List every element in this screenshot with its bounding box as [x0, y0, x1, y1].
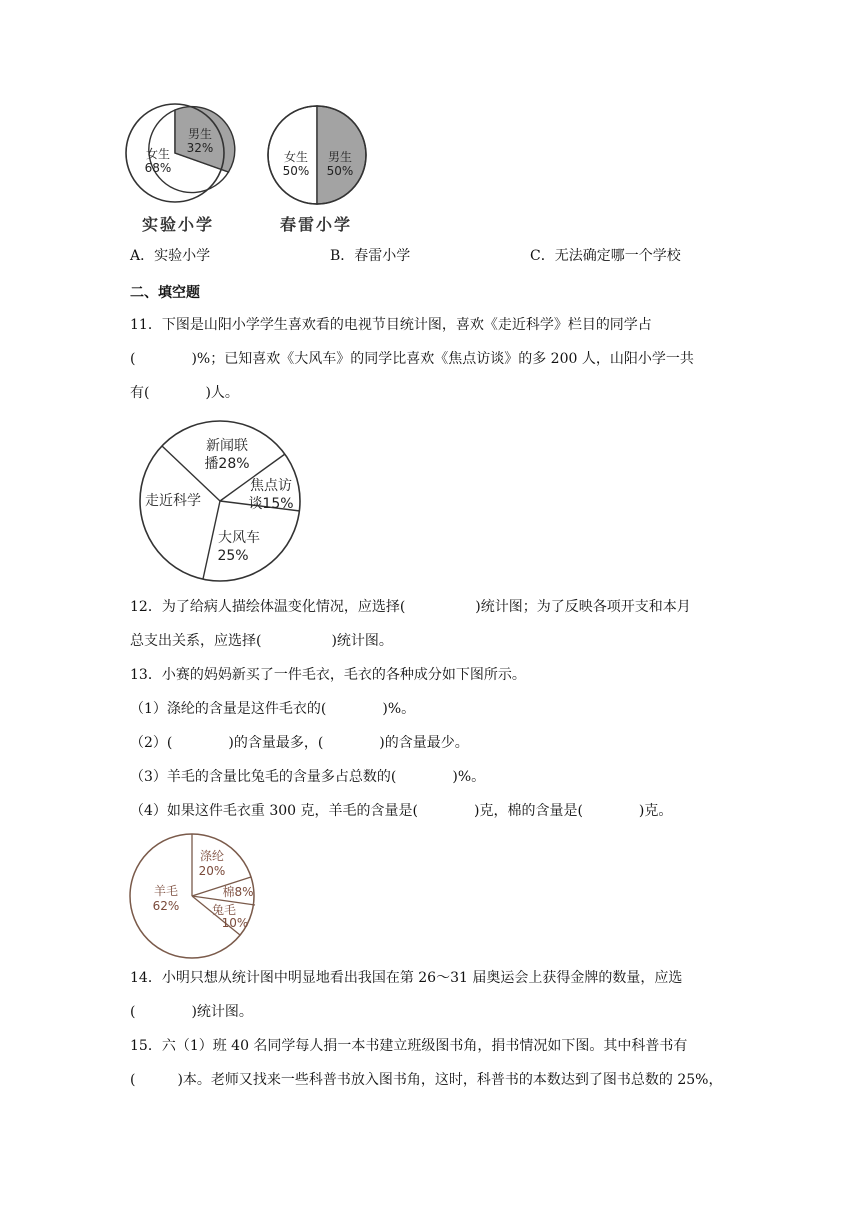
pie-label-cotton: 棉8%: [222, 885, 254, 899]
pie-label-boys-pct: 50%: [326, 164, 354, 178]
pie-chart-chunlei: [262, 100, 382, 210]
pie-label-rabbit-pct: 10%: [221, 916, 249, 930]
pie-chart-tv: [135, 415, 310, 585]
pie-label-girls-name: 女生: [145, 147, 171, 161]
pie-label-boys-pct: 32%: [186, 141, 214, 155]
q13-stem: 13．小赛的妈妈新买了一件毛衣，毛衣的各种成分如下图所示。: [130, 667, 526, 683]
pie-label-girls-name: 女生: [283, 150, 309, 164]
q13-part3: （3）羊毛的含量比兔毛的含量多占总数的( )%。: [130, 769, 486, 785]
q15-line2: ( )本。老师又找来一些科普书放入图书角，这时，科普书的本数达到了图书总数的 25%，: [130, 1072, 723, 1088]
q14-line1: 14．小明只想从统计图中明显地看出我国在第 26～31 届奥运会上获得金牌的数量，应选: [130, 970, 683, 986]
pie-label-focus: 焦点访: [250, 478, 292, 494]
option-a[interactable]: A．实验小学: [130, 248, 211, 264]
pie-label-bigwind: 大风车: [218, 530, 260, 546]
pie-label-wool-pct: 62%: [152, 899, 180, 913]
q13-part1: （1）涤纶的含量是这件毛衣的( )%。: [130, 701, 416, 717]
pie-label-focus-pct: 谈15%: [248, 496, 294, 512]
option-b[interactable]: B．春雷小学: [330, 248, 411, 264]
pie-label-girls-pct: 68%: [144, 161, 172, 175]
chart-caption-chunlei: 春雷小学: [280, 215, 353, 234]
pie-label-news: 新闻联: [206, 438, 248, 454]
pie-label-wool: 羊毛: [153, 884, 179, 898]
q15-line1: 15．六（1）班 40 名同学每人捐一本书建立班级图书角，捐书情况如下图。其中科普书有: [130, 1038, 688, 1054]
q11-line1: 11．下图是山阳小学学生喜欢看的电视节目统计图，喜欢《走近科学》栏目的同学占: [130, 317, 652, 333]
pie-label-polyester: 涤纶: [199, 849, 225, 863]
pie-label-science: 走近科学: [145, 493, 201, 509]
pie-label-girls-pct: 50%: [282, 164, 310, 178]
pie-label-boys-name: 男生: [187, 127, 213, 141]
q13-part2: （2）( )的含量最多，( )的含量最少。: [130, 735, 469, 751]
option-c[interactable]: C．无法确定哪一个学校: [530, 248, 681, 264]
q14-line2: ( )统计图。: [130, 1004, 253, 1020]
q11-line3: 有( )人。: [130, 385, 239, 401]
q12-line2: 总支出关系，应选择( )统计图。: [130, 633, 393, 649]
q12-line1: 12．为了给病人描绘体温变化情况，应选择( )统计图；为了反映各项开支和本月: [130, 599, 691, 615]
pie-chart-sweater: [128, 828, 268, 960]
chart-caption-shiyan: 实验小学: [142, 215, 215, 234]
section-title: 二、填空题: [130, 285, 200, 301]
pie-label-bigwind-pct: 25%: [217, 548, 249, 564]
pie-label-boys-name: 男生: [327, 150, 353, 164]
pie-label-news-pct: 播28%: [204, 456, 250, 472]
q13-part4: （4）如果这件毛衣重 300 克，羊毛的含量是( )克，棉的含量是( )克。: [130, 803, 673, 819]
q11-line2: ( )%；已知喜欢《大风车》的同学比喜欢《焦点访谈》的多 200 人，山阳小学一共: [130, 351, 694, 367]
pie-label-rabbit: 兔毛: [211, 903, 237, 917]
pie-label-polyester-pct: 20%: [198, 864, 226, 878]
pie-chart-shiyan: [120, 100, 250, 210]
